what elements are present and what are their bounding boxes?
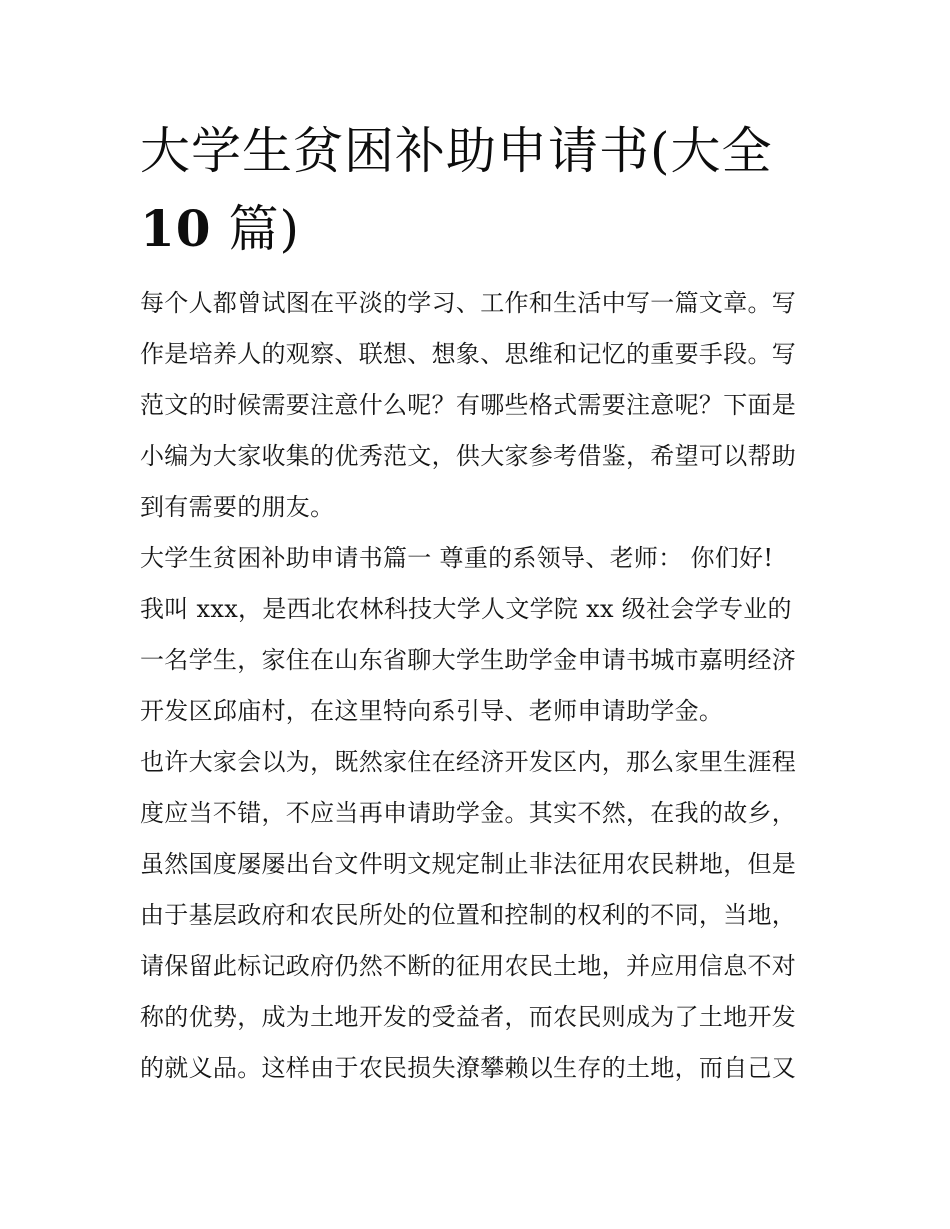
document-title [140,112,820,268]
body-line: 到有需要的朋友。 [140,493,335,521]
body-line: 由于基层政府和农民所处的位置和控制的权利的不同，当地， [140,901,797,929]
title-line-1: 大学生贫困补助申请书(大全 [140,122,773,180]
title-number: 10 [140,199,212,258]
body-line: 也许大家会以为，既然家住在经济开发区内，那么家里生涯程 [140,748,797,776]
body-line: 度应当不错，不应当再申请助学金。其实不然，在我的故乡， [140,799,797,827]
body-line: 称的优势，成为土地开发的受益者，而农民则成为了土地开发 [140,1003,797,1031]
body-line: 开发区邱庙村，在这里特向系引导、老师申请助学金。 [140,697,724,725]
body-line: 一名学生，家住在山东省聊大学生助学金申请书城市嘉明经济 [140,646,797,674]
document-body [140,278,820,1094]
title-line-2 [140,190,820,268]
body-line: 我叫 xxx，是西北农林科技大学人文学院 xx 级社会学专业的 [140,595,792,623]
body-line: 的就义品。这样由于农民损失潦攀赖以生存的土地，而自己又 [140,1054,797,1082]
body-line: 每个人都曾试图在平淡的学习、工作和生活中写一篇文章。写 [140,289,797,317]
title-suffix: 篇) [211,200,300,258]
body-line: 小编为大家收集的优秀范文，供大家参考借鉴，希望可以帮助 [140,442,797,470]
body-line: 请保留此标记政府仍然不断的征用农民土地，并应用信息不对 [140,952,797,980]
body-line: 虽然国度屡屡出台文件明文规定制止非法征用农民耕地，但是 [140,850,797,878]
body-line: 范文的时候需要注意什么呢？有哪些格式需要注意呢？下面是 [140,391,797,419]
body-line: 大学生贫困补助申请书篇一 尊重的系领导、老师： 你们好! [140,544,774,572]
body-line: 作是培养人的观察、联想、想象、思维和记忆的重要手段。写 [140,340,797,368]
